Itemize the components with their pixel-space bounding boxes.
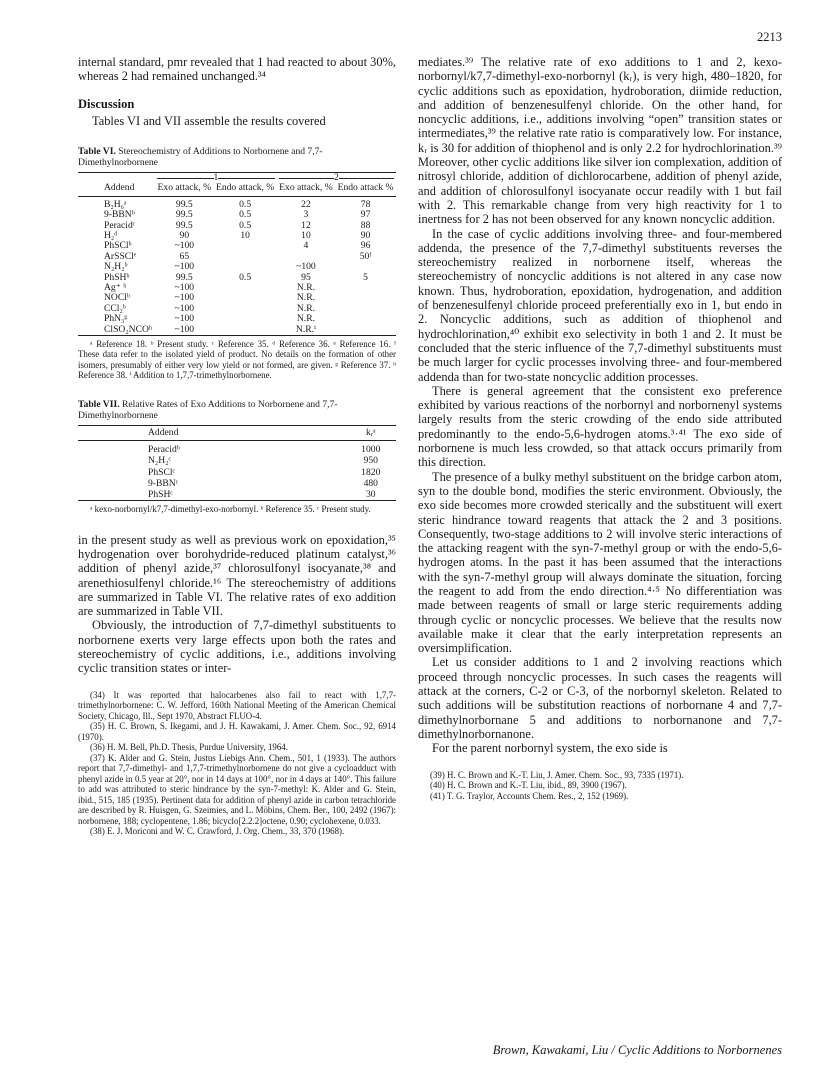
right-paragraph-6: For the parent norbornyl system, the exo side is	[432, 741, 668, 756]
table6-value-cell: 95	[301, 271, 311, 283]
table7-rate-cell: 1000	[361, 444, 381, 456]
right-paragraph-5: Let us consider additions to 1 and 2 involving reactions which proceed through noncyclic processes. In such cases the reagents will attack at the corners, C-2 or C-3, of the norbornyl skeleton. Related to such additions will be substitution reactions of norbornane 4 and 7,7-dimethylnorbornane 5 and additions to norbornanone and 7,7-dimethylnorbornanone.	[418, 655, 782, 741]
table6-value-cell: N.R.	[296, 302, 315, 314]
table7-row	[78, 489, 396, 500]
table6-value-cell: 0.5	[239, 198, 252, 210]
table6-group2-label: 2	[333, 171, 339, 183]
table7-row	[78, 455, 396, 466]
table6-row	[78, 221, 396, 231]
table6-value-cell	[214, 283, 277, 293]
table6-value-cell: ~100	[174, 302, 195, 314]
table6-group1-label: 1	[213, 171, 219, 183]
table6-row	[78, 262, 396, 272]
table6-value-cell: 90	[360, 229, 371, 241]
table6-header-cell: Endo attack, %	[214, 183, 277, 196]
reference-entry: (35) H. C. Brown, S. Ikegami, and J. H. Kawakami, J. Amer. Chem. Soc., 92, 6914 (1970).	[78, 721, 396, 742]
section-heading: Discussion	[78, 96, 135, 111]
table6-addend-cell: Peracidᶜ	[104, 219, 136, 231]
table6-addend-cell: NOClᵇ	[104, 292, 130, 304]
right-paragraph-1: mediates.³⁹ The relative rate of exo additions to 1 and 2, kexo-norbornyl/k7,7-dimethyl-exo-norbornyl (kᵣ), is very high, 480–1820, for cyclic additions such as epoxidation, hydroboration, diimide reduction, and addition of benzenesulfenyl chloride. On the other hand, for noncyclic additions, i.e., additions involving “open” transition states or intermediates,³⁹ the relative rate ratio is comparatively low. For instance, kᵣ is 30 for addition of thiophenol and is only 2.2 for hydrochlorination.³⁹ Moreover, other cyclic additions like silver ion complexation, addition of nitrosyl chloride, addition of dichlorocarbene, addition of phenyl azide, and addition of chlorosulfonyl isocyanate occur readily with 1 but fail with 2. This remarkable change from very high reactivity for 1 to inertness for 2 has not been observed for any known noncyclic addition.	[418, 55, 782, 227]
table6-value-cell: 96	[360, 240, 371, 252]
table6-value-cell: N.R.	[296, 292, 315, 304]
table7-addend-cell: N₂H₂ᶜ	[148, 455, 172, 467]
table7-addend-cell: Peracidᵇ	[148, 444, 180, 456]
table6-addend-cell: PhSClᵇ	[104, 240, 132, 252]
table6-value-cell	[335, 262, 396, 272]
table6-value-cell: 90	[179, 229, 190, 241]
table6-value-cell: N.R.ⁱ	[295, 323, 316, 335]
table6-addend-cell: PhN₃ᵍ	[104, 313, 128, 325]
table6-addend-cell: H₂ᵈ	[104, 229, 118, 241]
table6-header-cell: Addend	[78, 183, 155, 196]
right-column	[418, 55, 782, 801]
table6-value-cell: 97	[360, 209, 371, 221]
table6-value-cell: N.R.	[296, 313, 315, 325]
table6-value-cell	[335, 325, 396, 335]
discussion-paragraph: Tables VI and VII assemble the results covered	[92, 113, 326, 128]
table6-value-cell: 10	[240, 229, 250, 241]
table6-row	[78, 196, 396, 210]
table7-addend-cell: PhSClᶜ	[148, 466, 175, 478]
table6-value-cell	[214, 293, 277, 303]
table6-value-cell	[214, 252, 277, 262]
left-references	[78, 690, 396, 837]
intro-paragraph: internal standard, pmr revealed that 1 had reacted to about 30%, whereas 2 had remained unchanged.³⁴	[78, 55, 396, 84]
table6-header-cell: Exo attack, %	[155, 183, 213, 196]
table6-value-cell: 99.5	[175, 198, 193, 210]
table6-value-cell	[214, 262, 277, 272]
table7-header-cell: kᵣᵃ	[346, 426, 396, 441]
table7-rate-cell: 480	[363, 477, 378, 489]
table6-header-cell: Exo attack, %	[277, 183, 335, 196]
table7-addend-cell: PhSHᶜ	[148, 489, 173, 500]
table7-footnotes: ᵃ kexo-norbornyl/k7,7-dimethyl-exo-norbornyl. ᵇ Reference 35. ᶜ Present study.	[90, 504, 371, 515]
table7-row	[78, 467, 396, 478]
reference-entry: (36) H. M. Bell, Ph.D. Thesis, Purdue University, 1964.	[90, 742, 288, 753]
table6-row	[78, 210, 396, 220]
table6-value-cell: ~100	[174, 261, 195, 273]
table6-value-cell: ~100	[174, 323, 195, 335]
table6-addend-cell: N₂H₂ᵇ	[104, 261, 128, 273]
table6-value-cell: ~100	[174, 313, 195, 325]
right-paragraph-2: In the case of cyclic additions involving three- and four-membered addenda, the presence of the 7,7-dimethyl substituents reverses the stereochemistry realized in norbornene itself, whereas the stereochemistry of noncyclic additions is not altered in any case now known. Thus, hydroboration, epoxidation, hydrogenation, and addition of benzenesulfenyl chloride proceed preferentially exo in 1, but endo in 2. Noncyclic additions, such as addition of thiophenol and hydrochlorination,⁴⁰ exhibit exo selectivity in both 1 and 2. It must be concluded that the steric influence of the 7,7-dimethyl substituents must be much larger for cyclic processes involving three- and four-membered addenda than for two-state noncyclic addition processes.	[418, 226, 782, 384]
right-paragraph-4: The presence of a bulky methyl substituent on the bridge carbon atom, syn to the double bond, modifies the steric environment. Obviously, the exo side becomes more crowded sterically and the substituent will exert steric hindrance toward reagents that attack the 2 and 3 positions. Consequently, two-stage additions to 2 will involve steric interactions of the attacking reagent with the syn-7-methyl group or with the endo-5,6-hydrogen atoms. In the past it has been assumed that the interactions with the syn-7-methyl group will always dominate the situation, forcing the reagent to add from the endo direction.⁴·⁵ No differentiation was made between reagents of small or large steric requirements adding through cyclic or noncyclic processes. We believe that the results now available make it clear that the early interpretation represents an oversimplification.	[418, 469, 782, 656]
table6-header-cell: Endo attack %	[335, 183, 396, 196]
table6-value-cell: 78	[360, 198, 371, 210]
table6-value-cell	[335, 314, 396, 324]
table6	[78, 173, 396, 335]
right-references	[418, 770, 782, 802]
table6-value-cell: 65	[179, 250, 190, 262]
reference-entry: (40) H. C. Brown and K.-T. Liu, ibid., 89, 3900 (1967).	[430, 780, 627, 791]
table6-value-cell: 22	[301, 198, 311, 210]
table7-bottom-rule	[78, 500, 396, 501]
table6-value-cell: 99.5	[175, 271, 193, 283]
table6-value-cell: 5	[363, 271, 368, 283]
table6-value-cell: 3	[303, 209, 309, 221]
table6-bottom-rule	[78, 335, 396, 336]
table6-value-cell: 0.5	[239, 209, 252, 221]
table6-value-cell: 50ᶠ	[359, 250, 372, 262]
table6-value-cell	[214, 325, 277, 335]
table6-value-cell	[335, 283, 396, 293]
table6-value-cell	[214, 304, 277, 314]
table6-value-cell: ~100	[174, 281, 195, 293]
table6-value-cell: 4	[303, 240, 309, 252]
table7-rate-cell: 950	[363, 455, 378, 467]
table6-addend-cell: PhSHᵇ	[104, 271, 130, 283]
table7	[78, 426, 396, 500]
table6-addend-cell: ClSO₂NCOʰ	[104, 323, 153, 335]
table6-value-cell: 12	[301, 219, 311, 231]
table6-value-cell	[214, 314, 277, 324]
table7-row	[78, 441, 396, 456]
table7-header-cell: Addend	[78, 426, 346, 441]
table6-addend-cell: ArSSClᵉ	[104, 250, 137, 262]
running-footer: Brown, Kawakami, Liu / Cyclic Additions to Norbornenes	[492, 1043, 782, 1057]
table6-value-cell: ~100	[174, 240, 195, 252]
body-paragraph-2: Obviously, the introduction of 7,7-dimethyl substituents to norbornene exerts very large effects upon both the rates and stereochemistry of cyclic additions, i.e., additions involving cyclic transition states or inter-	[78, 618, 396, 676]
table6-value-cell	[335, 304, 396, 314]
reference-entry: (41) T. G. Traylor, Accounts Chem. Res., 2, 152 (1969).	[430, 790, 629, 801]
right-paragraph-3: There is general agreement that the consistent exo preference exhibited by various reactions of the norbornyl and norbornenyl systems largely results from the steric crowding of the endo side attributed predominantly to the endo-5,6-hydrogen atoms.³·⁴¹ The exo side of norbornene is much less crowded, so that attack occurs primarily from this direction.	[418, 383, 782, 470]
table6-addend-cell: CCl₂ᵇ	[104, 302, 126, 314]
table7-row	[78, 478, 396, 489]
table6-row	[78, 325, 396, 335]
table7-addend-cell: 9-BBNᶜ	[148, 477, 179, 489]
reference-entry: (38) E. J. Moriconi and W. C. Crawford, J. Org. Chem., 33, 370 (1968).	[90, 826, 345, 837]
reference-entry: (34) It was reported that halocarbenes also fail to react with 1,7,7-trimethylnorbornene: C. W. Jefford, 160th National Meeting of the American Chemical Society, Chicago, Ill., Sept 1970, Abstract FLUO-4.	[78, 689, 396, 721]
table6-value-cell: 0.5	[239, 219, 252, 231]
reference-entry: (37) K. Alder and G. Stein, Justus Liebigs Ann. Chem., 501, 1 (1933). The authors report that 7,7-dimethyl- and 1,7,7-trimethylnorbornene do not give a cycloadduct with phenyl azide in 0.5 year at 20°, nor in 14 days at 100°, nor in 4 days at 140°. This failure to add was attributed to steric hindrance by the syn-7-methyl: K. Alder and G. Stein, ibid., 515, 185 (1935). Pertinent data for addition of phenyl azide in carbon tetrachloride are described by R. Huisgen, G. Szeimies, and L. Möbins, Chem. Ber., 100, 2492 (1967): norbornene, 188; cyclopentene, 1.86; bicyclo[2.2.2]octene, 0.90; cyclohexene, 0.033.	[78, 752, 396, 826]
table6-caption: Table VI. Stereochemistry of Additions to Norbornene and 7,7-Dimethylnorbornene	[78, 145, 323, 169]
table6-value-cell: 0.5	[239, 271, 252, 283]
table6-footnotes: ᵃ Reference 18. ᵇ Present study. ᶜ Reference 35. ᵈ Reference 36. ᵉ Reference 16. ᶠ These data refer to the isolated yield of product. No details on the formation of other isomers, presumably of either very low yield or not formed, are given. ᵍ Reference 37. ʰ Reference 38. ⁱ Addition to 1,7,7-trimethylnorbornene.	[78, 338, 396, 381]
table6-value-cell: ~100	[296, 261, 316, 273]
table6-value-cell: 88	[360, 219, 371, 231]
table6-value-cell: ~100	[174, 292, 195, 304]
table7-rate-cell: 1820	[361, 466, 381, 478]
page-number: 2213	[757, 30, 782, 44]
table7-rate-cell: 30	[365, 489, 376, 500]
reference-entry: (39) H. C. Brown and K.-T. Liu, J. Amer. Chem. Soc., 93, 7335 (1971).	[430, 769, 684, 780]
table6-value-cell: N.R.	[296, 281, 315, 293]
table7-caption: Table VII. Relative Rates of Exo Additions to Norbornene and 7,7-Dimethylnorbornene	[78, 398, 338, 422]
table6-value-cell	[214, 241, 277, 251]
table6-addend-cell: B₂H₆ᵃ	[104, 198, 127, 210]
table6-value-cell: 10	[301, 229, 311, 241]
table6-value-cell: 99.5	[175, 219, 193, 231]
body-paragraph-1: in the present study as well as previous work on epoxidation,³⁵ hydrogenation over borohydride-reduced platinum catalyst,³⁶ addition of phenyl azide,³⁷ chlorosulfonyl isocyanate,³⁸ and arenethiosulfenyl chloride.¹⁶ The stereochemistry of additions are summarized in Table VI. The relative rates of exo addition are summarized in Table VII.	[78, 532, 396, 619]
table6-value-cell	[335, 293, 396, 303]
left-column	[78, 55, 396, 837]
table6-addend-cell: 9-BBNᵇ	[104, 209, 135, 221]
table6-addend-cell: Ag⁺ ᵇ	[104, 281, 127, 293]
table6-value-cell: 99.5	[175, 209, 193, 221]
